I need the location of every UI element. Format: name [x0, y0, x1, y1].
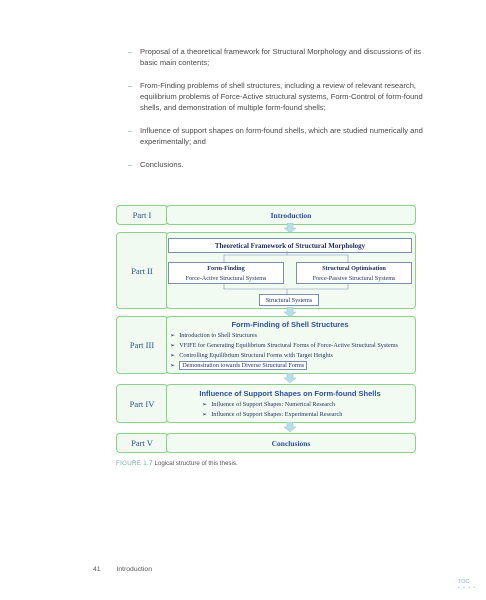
bullet-item [128, 159, 428, 170]
figure-caption [116, 460, 238, 467]
list-item-text: Demonstration towards Diverse Structural Forms [179, 361, 307, 370]
down-arrow-icon [284, 422, 296, 432]
conclusions-title: Conclusions [271, 438, 311, 448]
toc-label: TOC [458, 579, 470, 585]
bullet-arrow-icon: ➢ [170, 342, 176, 349]
list-item-text: Introduction to Shell Structures [179, 332, 258, 339]
footer-section: Introduction [116, 566, 152, 573]
bullet-text: Conclusions. [140, 160, 184, 169]
caption-text: Logical structure of this thesis. [154, 460, 238, 467]
optimisation-box: Structural Optimisation [296, 262, 412, 273]
bullet-item [128, 46, 428, 68]
bullet-item [128, 80, 428, 113]
bullet-arrow-icon: ➢ [170, 352, 176, 359]
list-item-text: VFIFE for Generating Equilibrium Structural Forms of Force-Active Structural Systems [179, 342, 398, 349]
bullet-dash: – [128, 47, 133, 56]
list-item [202, 401, 335, 408]
bullet-arrow-icon: ➢ [170, 332, 176, 339]
bullet-arrow-icon: ➢ [170, 362, 176, 369]
structural-systems-box: Structural Systems [259, 294, 319, 306]
bullet-dash: – [128, 81, 133, 90]
introduction-pane [166, 205, 416, 225]
part-label: Part II [116, 232, 168, 309]
connector-lines [222, 251, 352, 295]
bullet-text: From-Finding problems of shell structures, including a review of relevant research, equilibrium problems of Force-Active structural systems, Form-Control of form-found shells, and demonstration of multiple form-found shells; [140, 81, 423, 112]
bullet-arrow-icon: ➢ [202, 401, 208, 408]
force-active-box: Force-Active Structural Systems [168, 273, 284, 284]
part-label: Part I [116, 205, 168, 225]
introduction-title: Introduction [270, 210, 312, 220]
conclusions-pane [166, 433, 416, 453]
page-number: 41 [93, 566, 101, 573]
list-item-text: Influence of Support Shapes: Numerical Research [211, 401, 336, 408]
list-item [170, 332, 257, 339]
down-arrow-icon [284, 373, 296, 383]
bullet-dash: – [128, 126, 133, 135]
bullet-list [128, 46, 428, 182]
part-label: Part V [116, 433, 168, 453]
list-item [202, 411, 342, 418]
list-item [170, 352, 333, 359]
form-finding-box: Form-Finding [168, 262, 284, 273]
force-passive-box: Force-Passive Structural Systems [296, 273, 412, 284]
list-item-text: Controlling Equilibrium Structural Forms with Target Heights [179, 352, 333, 359]
framework-box: Theoretical Framework of Structural Morphology [168, 238, 412, 253]
form-finding-title: Form-Finding of Shell Structures [231, 320, 349, 329]
support-shapes-title: Influence of Support Shapes on Form-found Shells [199, 389, 381, 398]
bullet-arrow-icon: ➢ [202, 411, 208, 418]
bullet-text: Proposal of a theoretical framework for Structural Morphology and discussions of its basic main contents; [140, 47, 422, 67]
bullet-item [128, 125, 428, 147]
toc-dots: • • • • [458, 585, 477, 591]
toc-link[interactable] [458, 579, 476, 591]
list-item [170, 342, 398, 349]
bullet-text: Influence of support shapes on form-found shells, which are studied numerically and experimentally; and [140, 126, 423, 146]
list-item [170, 362, 307, 369]
figure-label: FIGURE 1.7 [116, 460, 153, 467]
page-footer [93, 566, 152, 573]
part-label: Part III [116, 316, 168, 374]
list-item-text: Influence of Support Shapes: Experimental Research [211, 411, 343, 418]
bullet-dash: – [128, 160, 133, 169]
part-label: Part IV [116, 384, 168, 423]
